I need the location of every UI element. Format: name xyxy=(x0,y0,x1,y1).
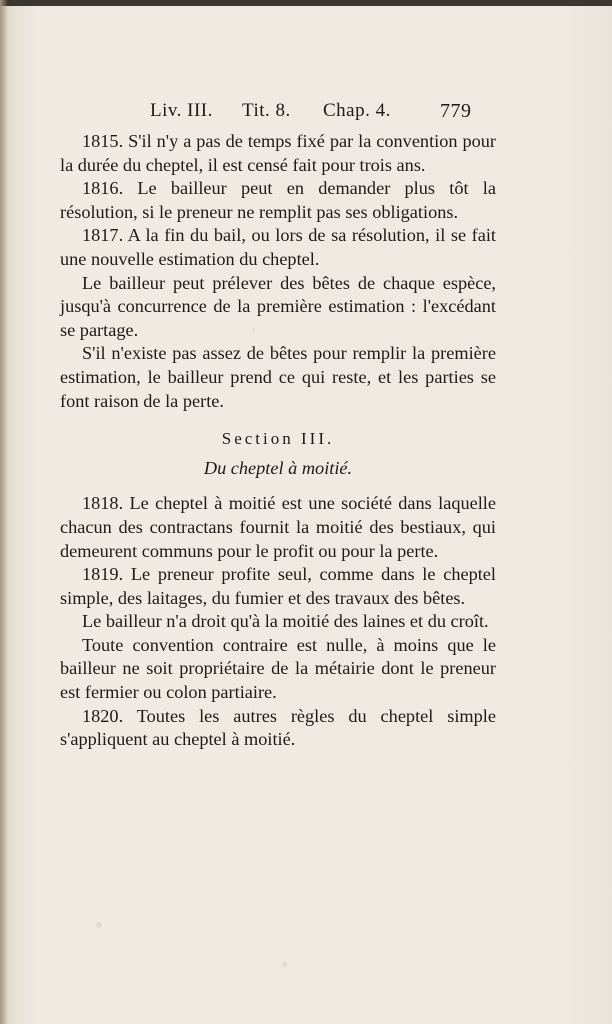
binding-shadow xyxy=(0,0,8,1024)
article-1819: 1819. Le preneur profite seul, comme dans le cheptel simple, des laitages, du fumier et des travaux des bêtes. xyxy=(60,564,496,608)
article-1815: 1815. S'il n'y a pas de temps fixé par la convention pour la durée du cheptel, il est censé fait pour trois ans. xyxy=(60,131,496,175)
section-subtitle: Du cheptel à moitié. xyxy=(203,457,353,478)
running-header xyxy=(150,100,495,128)
page-body xyxy=(60,130,496,752)
paper-spot xyxy=(282,962,287,967)
article-1817-para-3: S'il n'existe pas assez de bêtes pour remplir la première estimation, le bailleur prend ce qui reste, et les parties se font raison de la perte. xyxy=(60,343,496,411)
header-chapitre: Chap. 4. xyxy=(323,100,391,121)
article-1817-para-2: Le bailleur peut prélever des bêtes de chaque espèce, jusqu'à concurrence de la première estimation : l'excédant se partage. xyxy=(60,272,496,340)
page-number: 779 xyxy=(440,100,472,122)
section-heading: Section III. xyxy=(221,429,335,449)
scan-top-border xyxy=(0,0,612,6)
header-titre: Tit. 8. xyxy=(242,100,291,121)
header-livre: Liv. III. xyxy=(150,100,213,121)
article-1818: 1818. Le cheptel à moitié est une société dans laquelle chacun des contractans fournit la moitié des bestiaux, qui demeurent communs pour le profit ou pour la perte. xyxy=(60,493,496,561)
article-1819-para-2: Le bailleur n'a droit qu'à la moitié des laines et du croît. xyxy=(82,611,489,632)
article-1816: 1816. Le bailleur peut en demander plus tôt la résolution, si le preneur ne remplit pas ses obligations. xyxy=(60,178,496,222)
paper-spot xyxy=(252,328,255,332)
article-1817: 1817. A la fin du bail, ou lors de sa résolution, il se fait une nouvelle estimation du cheptel. xyxy=(60,225,496,269)
article-1820: 1820. Toutes les autres règles du cheptel simple s'appliquent au cheptel à moitié. xyxy=(60,705,496,750)
paper-spot xyxy=(96,922,102,928)
article-1819-para-3: Toute convention contraire est nulle, à moins que le bailleur ne soit propriétaire de la métairie dont le preneur est fermier ou colon partiaire. xyxy=(60,634,496,703)
